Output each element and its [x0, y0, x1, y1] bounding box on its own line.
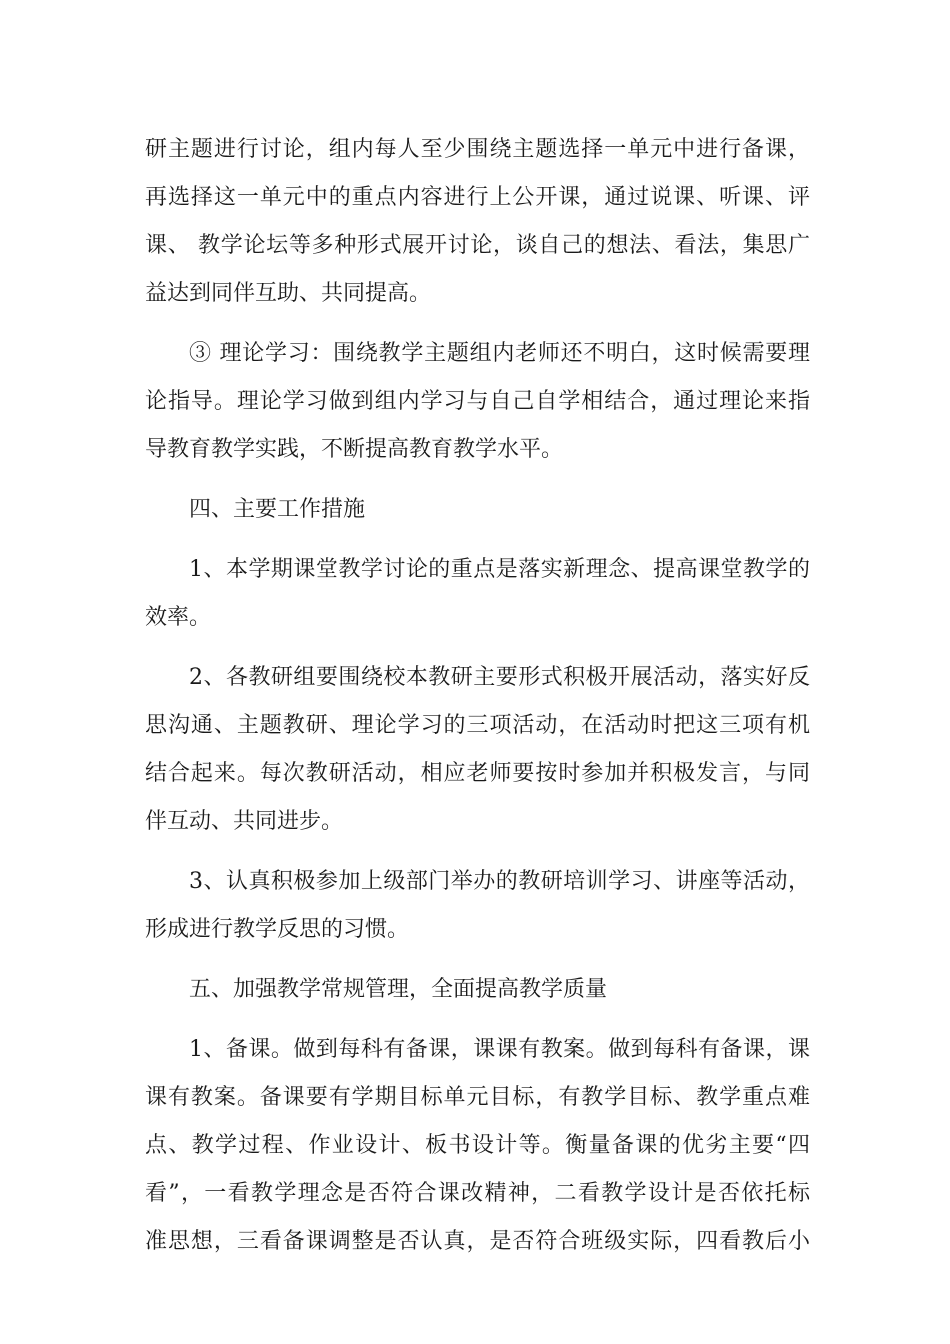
- document-body: [145, 126, 810, 1266]
- text-line: 看”，一看教学理念是否符合课改精神，二看教学设计是否依托标: [145, 1181, 810, 1206]
- paragraph: [145, 330, 810, 474]
- text-line: 3、认真积极参加上级部门举办的教研培训学习、讲座等活动，: [189, 869, 810, 894]
- text-line: 益达到同伴互助、共同提高。: [145, 281, 432, 306]
- paragraph: [145, 654, 810, 846]
- text-line: 思沟通、主题教研、理论学习的三项活动，在活动时把这三项有机: [145, 713, 810, 738]
- paragraph: [145, 858, 810, 954]
- text-line: 研主题进行讨论，组内每人至少围绕主题选择一单元中进行备课，: [145, 137, 810, 162]
- text-line: ③ 理论学习：围绕教学主题组内老师还不明白，这时候需要理: [189, 341, 810, 366]
- heading-text: 五、加强教学常规管理，全面提高教学质量: [189, 977, 608, 1002]
- section-heading: [145, 486, 810, 534]
- text-line: 1、本学期课堂教学讨论的重点是落实新理念、提高课堂教学的: [189, 557, 810, 582]
- text-line: 课、 教学论坛等多种形式展开讨论，谈自己的想法、看法，集思广: [145, 233, 810, 258]
- text-line: 导教育教学实践，不断提高教育教学水平。: [145, 437, 564, 462]
- paragraph: [145, 126, 810, 318]
- text-line: 效率。: [145, 605, 212, 630]
- text-line: 1、备课。做到每科有备课，课课有教案。做到每科有备课，课: [189, 1037, 810, 1062]
- paragraph: [145, 546, 810, 642]
- text-line: 准思想，三看备课调整是否认真，是否符合班级实际，四看教后小: [145, 1229, 810, 1254]
- text-line: 结合起来。每次教研活动，相应老师要按时参加并积极发言，与同: [145, 761, 810, 786]
- text-line: 伴互动、共同进步。: [145, 809, 344, 834]
- text-line: 论指导。理论学习做到组内学习与自己自学相结合，通过理论来指: [145, 389, 810, 414]
- text-line: 课有教案。备课要有学期目标单元目标，有教学目标、教学重点难: [145, 1085, 810, 1110]
- section-heading: [145, 966, 810, 1014]
- text-line: 2、各教研组要围绕校本教研主要形式积极开展活动，落实好反: [189, 665, 810, 690]
- text-line: 形成进行教学反思的习惯。: [145, 917, 410, 942]
- text-line: 点、教学过程、作业设计、板书设计等。衡量备课的优劣主要“四: [145, 1133, 810, 1158]
- text-line: 再选择这一单元中的重点内容进行上公开课，通过说课、听课、评: [145, 185, 810, 210]
- heading-text: 四、主要工作措施: [189, 497, 366, 522]
- paragraph: [145, 1026, 810, 1266]
